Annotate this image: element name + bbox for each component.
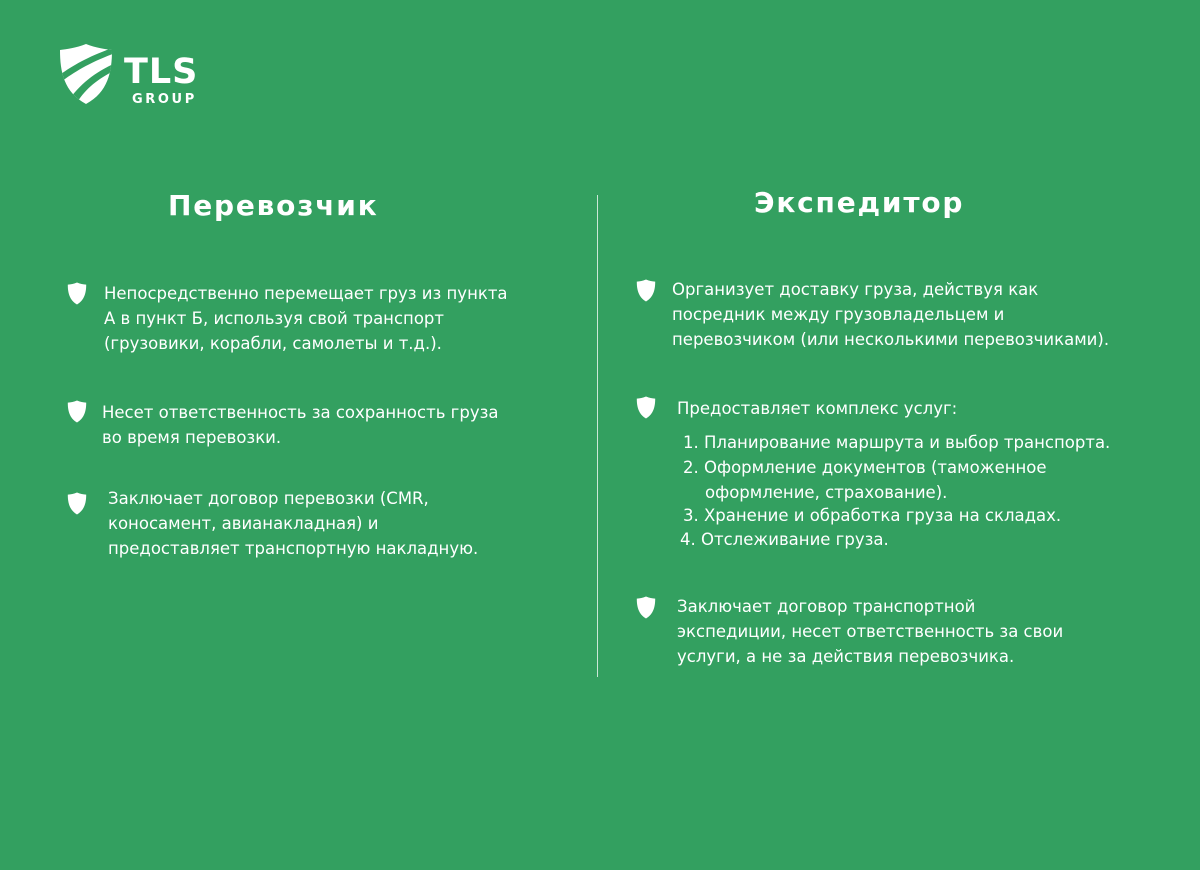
forwarder-item-3-line-1: Заключает договор транспортной (677, 597, 976, 616)
brand-name: TLS (124, 52, 199, 92)
forwarder-item-3 (677, 594, 1063, 669)
forwarder-item-1-line-1: Организует доставку груза, действуя как (672, 280, 1039, 299)
forwarder-title: Экспедитор (754, 186, 965, 219)
shield-icon (636, 279, 656, 302)
services-list-item: оформление, страхование). (705, 483, 948, 502)
carrier-item-1-line-2: А в пункт Б, используя свой транспорт (104, 309, 445, 328)
services-list-item: 4. Отслеживание груза. (680, 530, 889, 549)
brand-group: GROUP (132, 92, 197, 107)
carrier-item-1-line-1: Непосредственно перемещает груз из пункта (104, 284, 508, 303)
brand-logo (58, 42, 218, 112)
shield-icon (67, 492, 87, 515)
carrier-title: Перевозчик (168, 189, 379, 222)
forwarder-item-3-line-2: экспедиции, несет ответственность за свои (677, 622, 1064, 641)
carrier-item-2 (102, 400, 498, 450)
carrier-item-2-line-1: Несет ответственность за сохранность груза (102, 403, 499, 422)
shield-logo-icon (58, 42, 114, 106)
forwarder-item-2: Предоставляет комплекс услуг: (677, 399, 958, 418)
carrier-item-3-line-2: коносамент, авианакладная) и (108, 514, 379, 533)
shield-icon (636, 596, 656, 619)
shield-icon (67, 400, 87, 423)
carrier-item-1-line-3: (грузовики, корабли, самолеты и т.д.). (104, 334, 442, 353)
column-divider (597, 195, 598, 677)
carrier-item-3 (108, 486, 478, 561)
carrier-item-2-line-2: во время перевозки. (102, 428, 282, 447)
carrier-item-3-line-3: предоставляет транспортную накладную. (108, 539, 479, 558)
shield-icon (636, 396, 656, 419)
carrier-item-3-line-1: Заключает договор перевозки (CMR, (108, 489, 429, 508)
forwarder-item-3-line-3: услуги, а не за действия перевозчика. (677, 647, 1015, 666)
carrier-item-1 (104, 281, 508, 356)
forwarder-item-1 (672, 277, 1109, 352)
forwarder-item-1-line-2: посредник между грузовладельцем и (672, 305, 1005, 324)
services-list-item: 3. Хранение и обработка груза на складах. (683, 506, 1062, 525)
forwarder-item-1-line-3: перевозчиком (или несколькими перевозчиками). (672, 330, 1110, 349)
services-list-item: 2. Оформление документов (таможенное (683, 458, 1047, 477)
services-list-item: 1. Планирование маршрута и выбор транспорта. (683, 433, 1111, 452)
shield-icon (67, 282, 87, 305)
